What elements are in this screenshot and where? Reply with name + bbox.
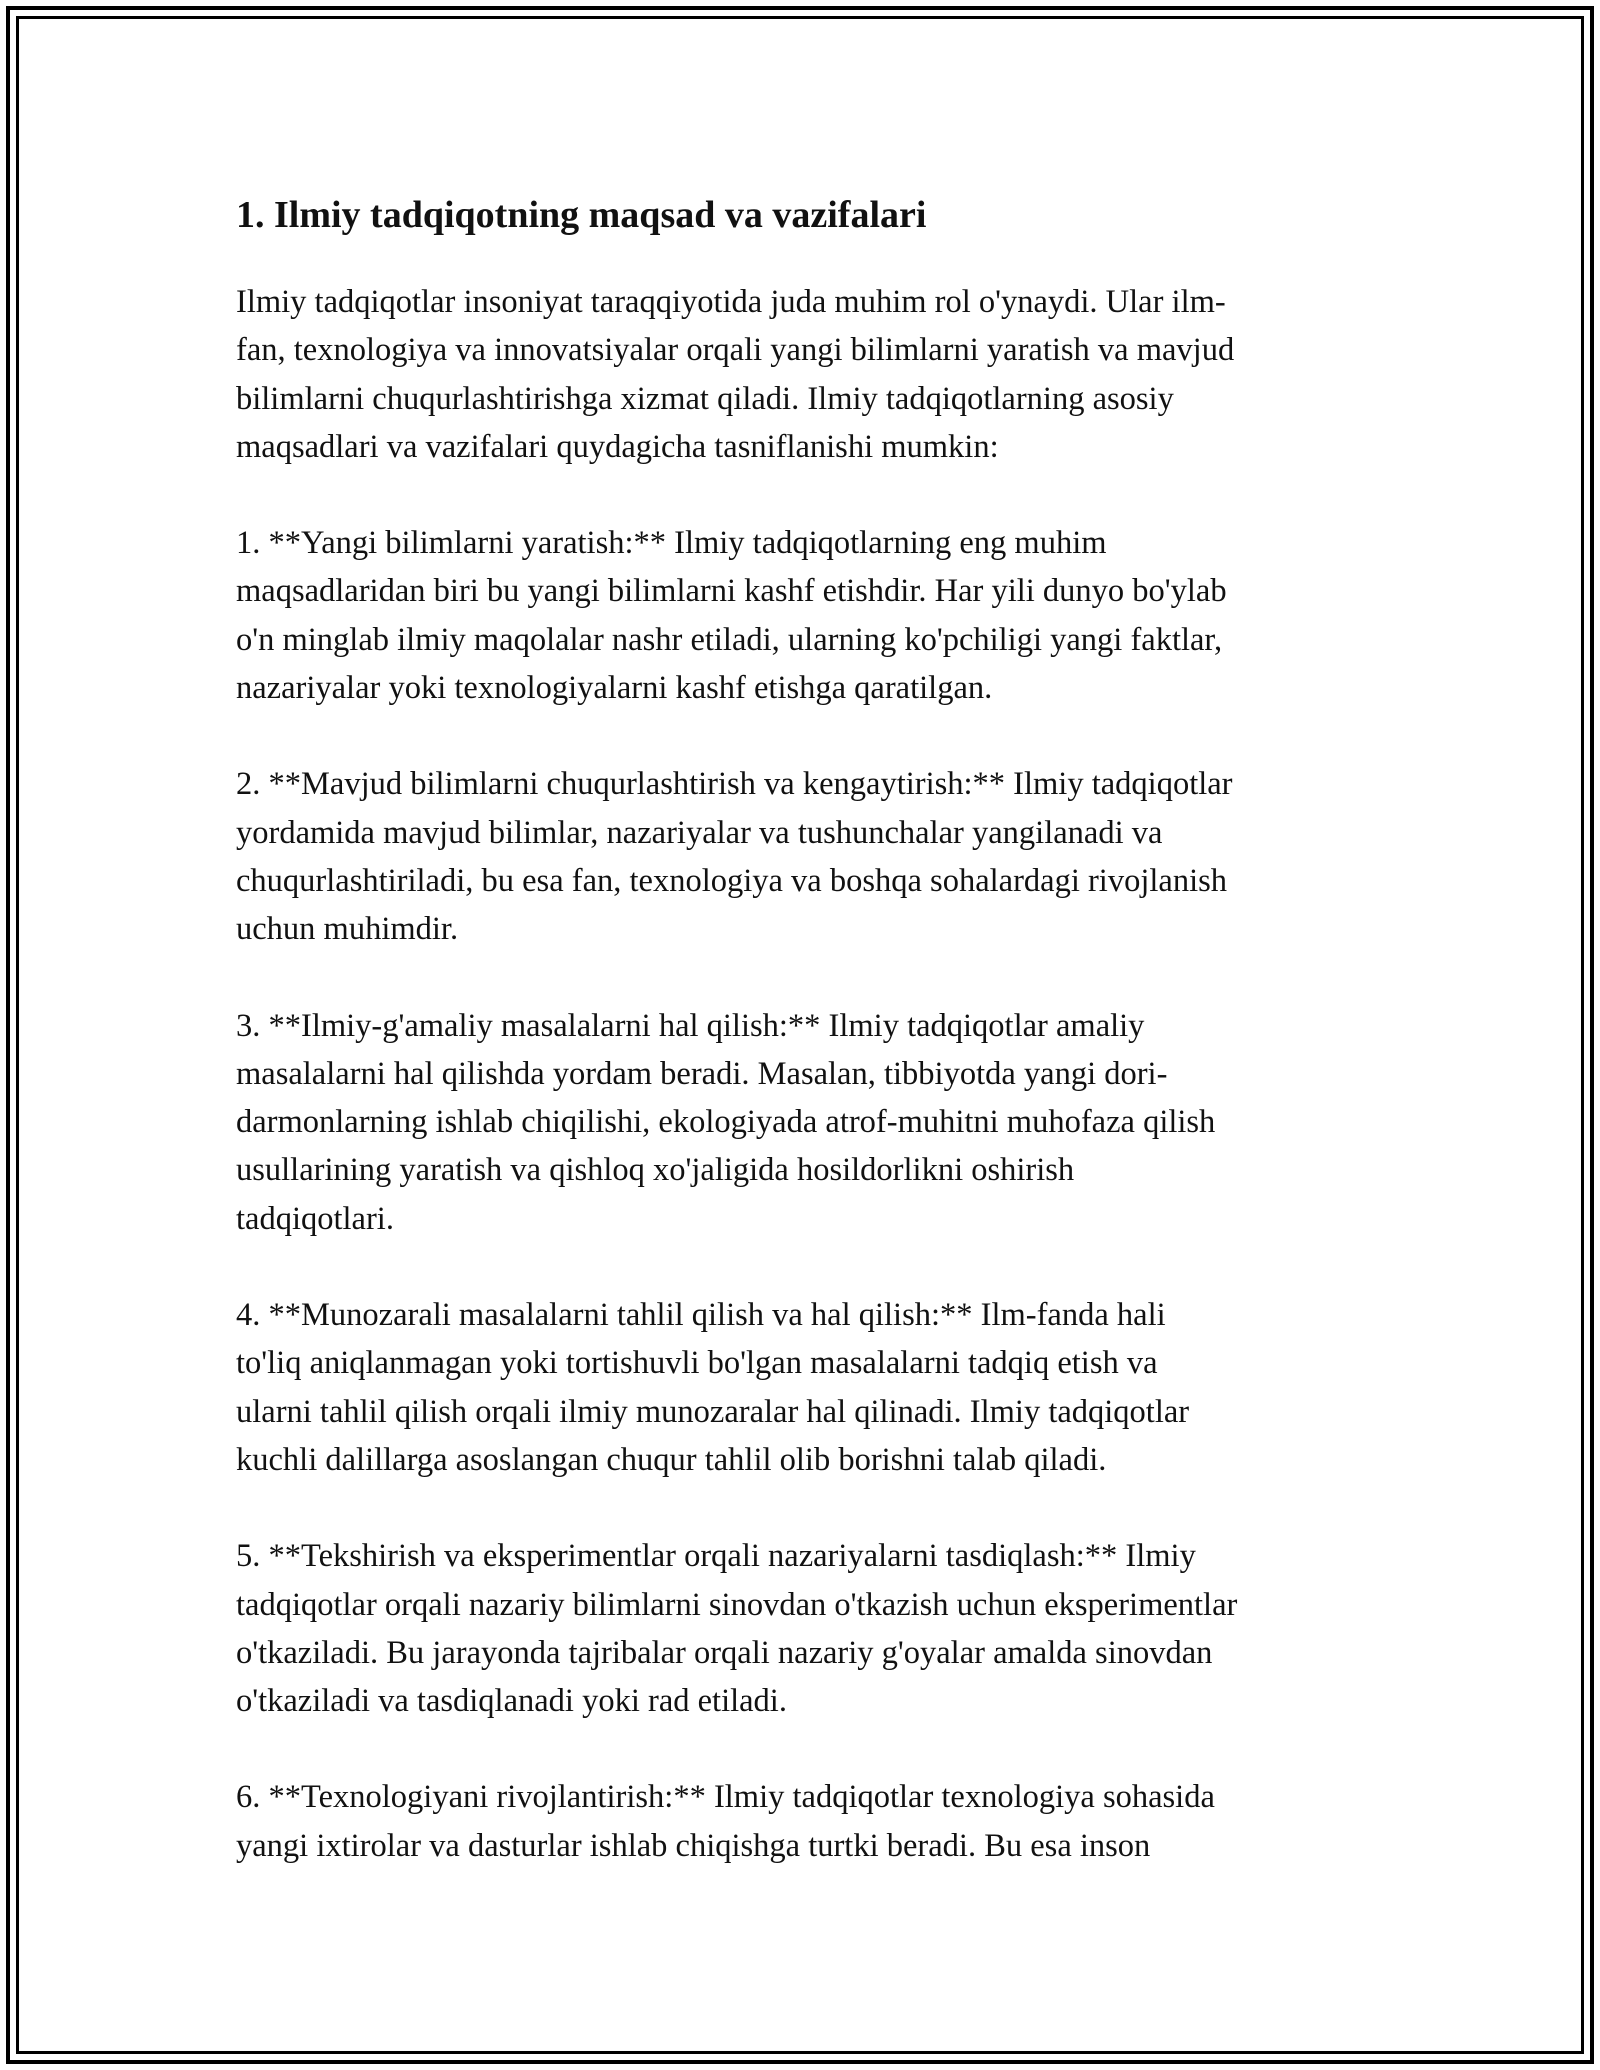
text-line: 6. **Texnologiyani rivojlantirish:** Ilmiy tadqiqotlar texnologiya sohasida <box>236 1779 1215 1816</box>
text-line: darmonlarning ishlab chiqilishi, ekologiyada atrof-muhitni muhofaza qilish <box>236 1104 1216 1141</box>
text-line: yordamida mavjud bilimlar, nazariyalar va tushunchalar yangilanadi va <box>236 814 1163 851</box>
paragraph-item-4 <box>236 1291 1366 1484</box>
text-line: to'liq aniqlanmagan yoki tortishuvli bo'lgan masalalarni tadqiq etish va <box>236 1345 1158 1382</box>
text-line: 1. **Yangi bilimlarni yaratish:** Ilmiy tadqiqotlarning eng muhim <box>236 525 1107 562</box>
text-line: 2. **Mavjud bilimlarni chuqurlashtirish va kengaytirish:** Ilmiy tadqiqotlar <box>236 766 1233 803</box>
paragraph-item-1 <box>236 519 1366 712</box>
text-line: usullarining yaratish va qishloq xo'jaligida hosildorlikni oshirish <box>236 1152 1075 1189</box>
text-line: chuqurlashtiriladi, bu esa fan, texnologiya va boshqa sohalardagi rivojlanish <box>236 862 1227 899</box>
text-line: maqsadlari va vazifalari quydagicha tasniflanishi mumkin: <box>236 428 999 465</box>
text-line: ularni tahlil qilish orqali ilmiy munozaralar hal qilinadi. Ilmiy tadqiqotlar <box>236 1393 1190 1430</box>
text-line: 5. **Tekshirish va eksperimentlar orqali nazariyalarni tasdiqlash:** Ilmiy <box>236 1538 1196 1575</box>
text-line: kuchli dalillarga asoslangan chuqur tahlil olib borishni talab qiladi. <box>236 1441 1107 1478</box>
text-line: tadqiqotlar orqali nazariy bilimlarni sinovdan o'tkazish uchun eksperimentlar <box>236 1586 1238 1623</box>
text-line: o'tkaziladi va tasdiqlanadi yoki rad etiladi. <box>236 1683 787 1720</box>
text-line: 3. **Ilmiy-g'amaliy masalalarni hal qilish:** Ilmiy tadqiqotlar amaliy <box>236 1007 1145 1044</box>
text-line: bilimlarni chuqurlashtirishga xizmat qiladi. Ilmiy tadqiqotlarning asosiy <box>236 380 1174 417</box>
paragraph-item-3 <box>236 1002 1366 1243</box>
document-title: 1. Ilmiy tadqiqotning maqsad va vazifalari <box>236 194 927 236</box>
paragraph-item-2 <box>236 760 1366 953</box>
text-line: nazariyalar yoki texnologiyalarni kashf etishga qaratilgan. <box>236 670 993 707</box>
text-line: o'tkaziladi. Bu jarayonda tajribalar orqali nazariy g'oyalar amalda sinovdan <box>236 1634 1213 1671</box>
text-line: fan, texnologiya va innovatsiyalar orqali yangi bilimlarni yaratish va mavjud <box>236 332 1235 369</box>
text-line: 4. **Munozarali masalalarni tahlil qilish va hal qilish:** Ilm-fanda hali <box>236 1297 1166 1334</box>
text-line: yangi ixtirolar va dasturlar ishlab chiqishga turtki beradi. Bu esa inson <box>236 1827 1151 1864</box>
text-line: Ilmiy tadqiqotlar insoniyat taraqqiyotida juda muhim rol o'ynaydi. Ular ilm- <box>236 284 1226 320</box>
text-line: masalalarni hal qilishda yordam beradi. Masalan, tibbiyotda yangi dori- <box>236 1055 1168 1092</box>
paragraph-intro <box>236 278 1366 471</box>
text-line: maqsadlaridan biri bu yangi bilimlarni kashf etishdir. Har yili dunyo bo'ylab <box>236 573 1227 610</box>
text-line: o'n minglab ilmiy maqolalar nashr etiladi, ularning ko'pchiligi yangi faktlar, <box>236 621 1223 658</box>
document-body <box>236 190 1366 1918</box>
text-line: tadqiqotlari. <box>236 1200 394 1237</box>
paragraph-item-5 <box>236 1532 1366 1725</box>
paragraph-item-6 <box>236 1773 1366 1870</box>
text-line: uchun muhimdir. <box>236 911 459 948</box>
